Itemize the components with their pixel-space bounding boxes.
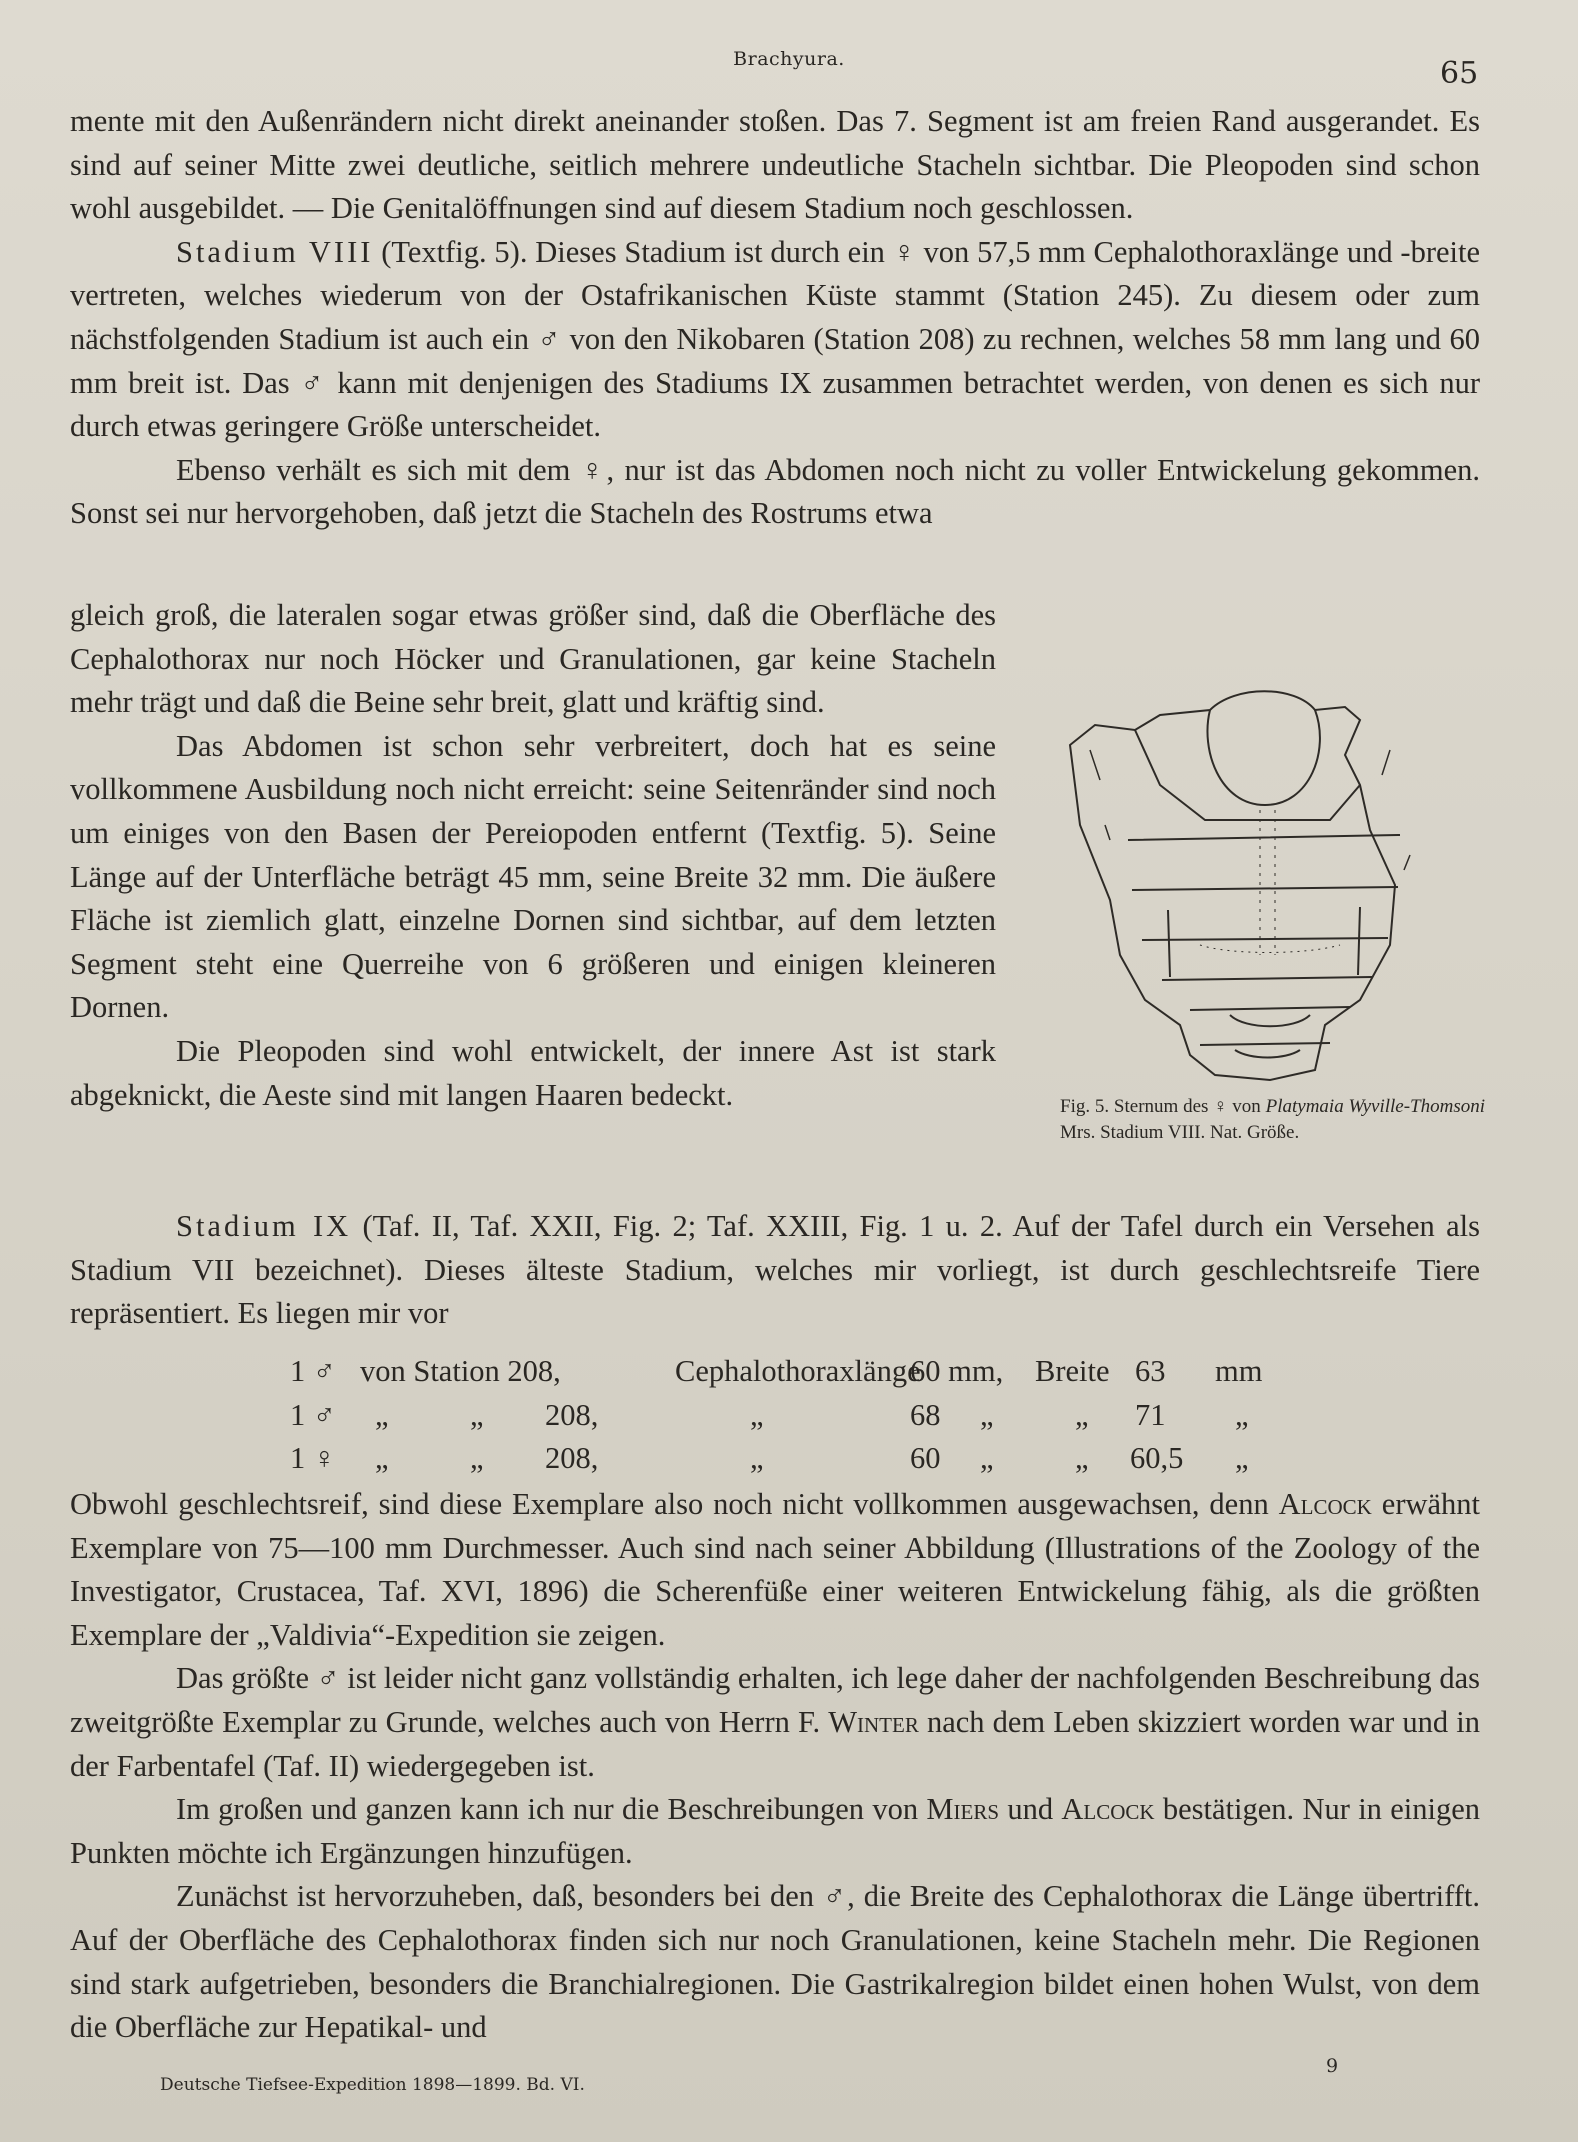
paragraph-pleopoden: Die Pleopoden sind wohl entwickelt, der innere Ast ist stark abgeknickt, die Aeste sind mit langen Haaren bedeckt. [70,1033,996,1112]
paragraph-ebenso-continued: gleich groß, die lateralen sogar etwas größer sind, daß die Oberfläche des Cephalothorax nur noch Höcker und Granulationen, gar keine Stacheln mehr trägt und daß die Beine sehr breit, glatt und kräftig sind. [70,598,996,720]
paragraph-abdomen: Das Abdomen ist schon sehr verbreitert, doch hat es seine vollkommene Ausbildung noch nicht erreicht: seine Seitenränder sind noch um einiges von den Basen der Pereiopoden entfernt (Textfig. 5). Seine Länge auf der Unterfläche beträgt 45 mm, seine Breite 32 mm. Die äußere Fläche ist ziemlich glatt, einzelne Dornen sind sichtbar, auf dem letzten Segment steht eine Querreihe von 6 größeren und einigen kleineren Dornen. [70,728,996,1025]
running-title: Brachyura. [733,48,845,70]
book-page: Brachyura. 65 mente mit den Außenrändern nicht direkt aneinander stoßen. Das 7. Segment ist am freien Rand ausgerandet. Es sind auf seiner Mitte zwei deutliche, seitlich mehrere undeutliche Stacheln sichtbar. Die Pleopoden sind schon wohl ausgebildet. — Die Genitalöffnungen sind auf diesem Stadium noch geschlossen. Stadium VIII (Textfig. 5). Dieses Stadium ist durch ein ♀ von 57,5 mm Cephalothoraxlänge und -breite vertreten, welches wiederum von der Ostafrikanischen Küste stammt (Station 245). Zu diesem oder zum nächstfolgenden Stadium ist auch ein ♂ von den Nikobaren (Station 208) zu rechnen, welches 58 mm lang und 60 mm breit ist. Das ♂ kann mit denjenigen des Stadiums IX zusammen betrachtet werden, von denen es sich nur durch etwas geringere Größe unterscheidet. Ebenso verhält es sich mit dem ♀, nur ist das Abdomen noch nicht zu voller Entwickelung gekommen. Sonst sei nur hervorgehoben, daß jetzt die Stacheln des Rostrums etwa gleich groß, die lateralen sogar etwas größer sind, daß die Oberfläche des Cephalothorax nur noch Höcker und Granulationen, gar keine Stacheln mehr trägt und daß die Beine sehr breit, glatt und kräftig sind. Das Abdomen ist schon sehr verbreitert, doch hat es seine vollkommene Ausbildung noch nicht erreicht: seine Seitenränder sind noch um einiges von den Basen der Pereiopoden entfernt (Textfig. 5). Seine Länge auf der Unterfläche beträgt 45 mm, seine Breite 32 mm. Die äußere Fläche ist ziemlich glatt, einzelne Dornen sind sichtbar, auf dem letzten Segment steht eine Querreihe von 6 größeren und einigen kleineren Dornen. Die Pleopoden sind wohl entwickelt, der innere Ast ist stark abgeknickt, die Aeste sind mit langen Haaren bedeckt. Fig. 5. Sternum des ♀ von Platymaia Wyville-Thomsoni Mrs. Stadium VIII. Nat. Größe. Stadium IX (Taf. II, Taf. XXII, Fig. 2; Taf. XXIII, Fig. 1 u. 2. Auf der Tafel durch ein Versehen als Stadium VII bezeichnet). Dieses älteste Stadium, welches mir vorliegt, ist durch geschlechtsreife Tiere repräsentiert. Es liegen mir vor 1 ♂ von Station 208, Cephalothoraxlänge 60 mm, Breite 63 mm 1 ♂ „ „ 208, „ 68 „ „ 71 „ 1 ♀ „ „ 208, „ 60 „ „ 60,5 „ Obwohl geschlechtsreif, sind diese Exemplare also noch nicht vollkommen ausgewachsen, denn Alcock erwähnt Exemplare von 75—100 mm Durchmesser. Auch sind nach seiner Abbildung (Illustrations of the Zoology of the Investigator, Crustacea, Taf. XVI, 1896) die Scherenfüße einer weiteren Entwickelung fähig, als die größten Exemplare der „Valdivia“-Expedition sie zeigen. Das größte ♂ ist leider nicht ganz vollständig erhalten, ich lege daher der nachfolgenden Beschreibung das zweitgrößte Exemplar zu Grunde, welches auch von Herrn F. Winter nach dem Leben skizziert worden war und in der Farbentafel (Taf. II) wiedergegeben ist. Im großen und ganzen kann ich nur die Beschreibungen von Miers und Alcock bestätigen. Nur in einigen Punkten möchte ich Ergänzungen hinzufügen. Zunächst ist hervorzuheben, daß, besonders bei den ♂, die Breite des Cephalothorax die Länge übertrifft. Auf der Oberfläche des Cephalothorax finden sich nur noch Granulationen, keine Stacheln mehr. Die Regionen sind stark aufgetrieben, besonders die Branchialregionen. Die Gastrikalregion bildet einen hohen Wulst, von dem die Oberfläche zur Hepatikal- und Deutsche Tiefsee-Expedition 1898—1899. Bd. VI. 9 [0,0,1578,2142]
stadium-viii-text: (Textfig. 5). Dieses Stadium ist durch ein ♀ von 57,5 mm Cephalothoraxlänge und -breite vertreten, welches wiederum von der Ostafrikanischen Küste stammt (Station 245). Zu diesem oder zum nächstfolgenden Stadium ist auch ein ♂ von den Nikobaren (Station 208) zu rechnen, welches 58 mm lang und 60 mm breit ist. Das ♂ kann mit denjenigen des Stadiums IX zusammen betrachtet werden, von denen es sich nur durch etwas geringere Größe unterscheidet. [70,234,1481,444]
caption-prefix: Fig. 5. Sternum des ♀ von [1060,1096,1266,1117]
paragraph-zunaechst: Zunächst ist hervorzuheben, daß, besonders bei den ♂, die Breite des Cephalothorax die Länge übertrifft. Auf der Oberfläche des Cephalothorax finden sich nur noch Granulationen, keine Stacheln mehr. Die Regionen sind stark aufgetrieben, besonders die Branchialregionen. Die Gastrikalregion bildet einen hohen Wulst, von dem die Oberfläche zur Hepatikal- und [70,1879,1480,2045]
paragraph-ebenso: Ebenso verhält es sich mit dem ♀, nur ist das Abdomen noch nicht zu voller Entwickelung gekommen. Sonst sei nur hervorgehoben, daß jetzt die Stacheln des Rostrums etwa [70,452,1480,531]
text-block-bottom [70,1483,1480,2050]
page-number: 65 [1440,56,1479,91]
figure-caption [1060,1094,1485,1146]
paragraph-stadium-viii [70,231,1480,449]
stadium-viii-label: Stadium VIII [176,234,374,269]
paragraph-stadium-ix [70,1205,1480,1336]
sternum-figure [1060,655,1470,1095]
paragraph-obwohl: Obwohl geschlechtsreif, sind diese Exemplare also noch nicht vollkommen ausgewachsen, denn Alcock erwähnt Exemplare von 75—100 mm Durchmesser. Auch sind nach seiner Abbildung (Illustrations of the Zoology of the Investigator, Crustacea, Taf. XVI, 1896) die Scherenfüße einer weiteren Entwickelung fähig, als die größten Exemplare der „Valdivia“-Expedition sie zeigen. [70,1487,1481,1652]
author-winter: Winter [828,1704,919,1739]
text-block-stadium-ix [70,1205,1480,1336]
author-miers: Miers [926,1792,1000,1827]
paragraph-grossen: Im großen und ganzen kann ich nur die Beschreibungen von Miers und Alcock bestätigen. Nur in einigen Punkten möchte ich Ergänzungen hinzufügen. [70,1792,1480,1870]
series-footer: Deutsche Tiefsee-Expedition 1898—1899. Bd. VI. [160,2075,585,2095]
paragraph-groesste: Das größte ♂ ist leider nicht ganz vollständig erhalten, ich lege daher der nachfolgenden Beschreibung das zweitgrößte Exemplar zu Grunde, welches auch von Herrn F. Winter nach dem Leben skizziert worden war und in der Farbentafel (Taf. II) wiedergegeben ist. [70,1661,1480,1783]
caption-species: Platymaia Wyville-Thomsoni [1265,1096,1486,1117]
stadium-ix-text: (Taf. II, Taf. XXII, Fig. 2; Taf. XXIII, Fig. 1 u. 2. Auf der Tafel durch ein Versehen als Stadium VII bezeichnet). Dieses älteste Stadium, welches mir vorliegt, ist durch geschlechtsreife Tiere repräsentiert. Es liegen mir vor [70,1209,1480,1331]
caption-suffix: Mrs. Stadium VIII. Nat. Größe. [1060,1122,1300,1143]
text-block-narrow [70,594,996,1117]
stadium-ix-label: Stadium IX [176,1209,352,1243]
author-alcock: Alcock [1278,1487,1372,1521]
paragraph-intro: mente mit den Außenrändern nicht direkt aneinander stoßen. Das 7. Segment ist am freien Rand ausgerandet. Es sind auf seiner Mitte zwei deutliche, seitlich mehrere undeutliche Stacheln sichtbar. Die Pleopoden sind schon wohl ausgebildet. — Die Genitalöffnungen sind auf diesem Stadium noch geschlossen. [70,104,1480,226]
text-block-top [70,100,1480,536]
author-alcock: Alcock [1061,1792,1155,1827]
signature-mark: 9 [1326,2055,1339,2077]
